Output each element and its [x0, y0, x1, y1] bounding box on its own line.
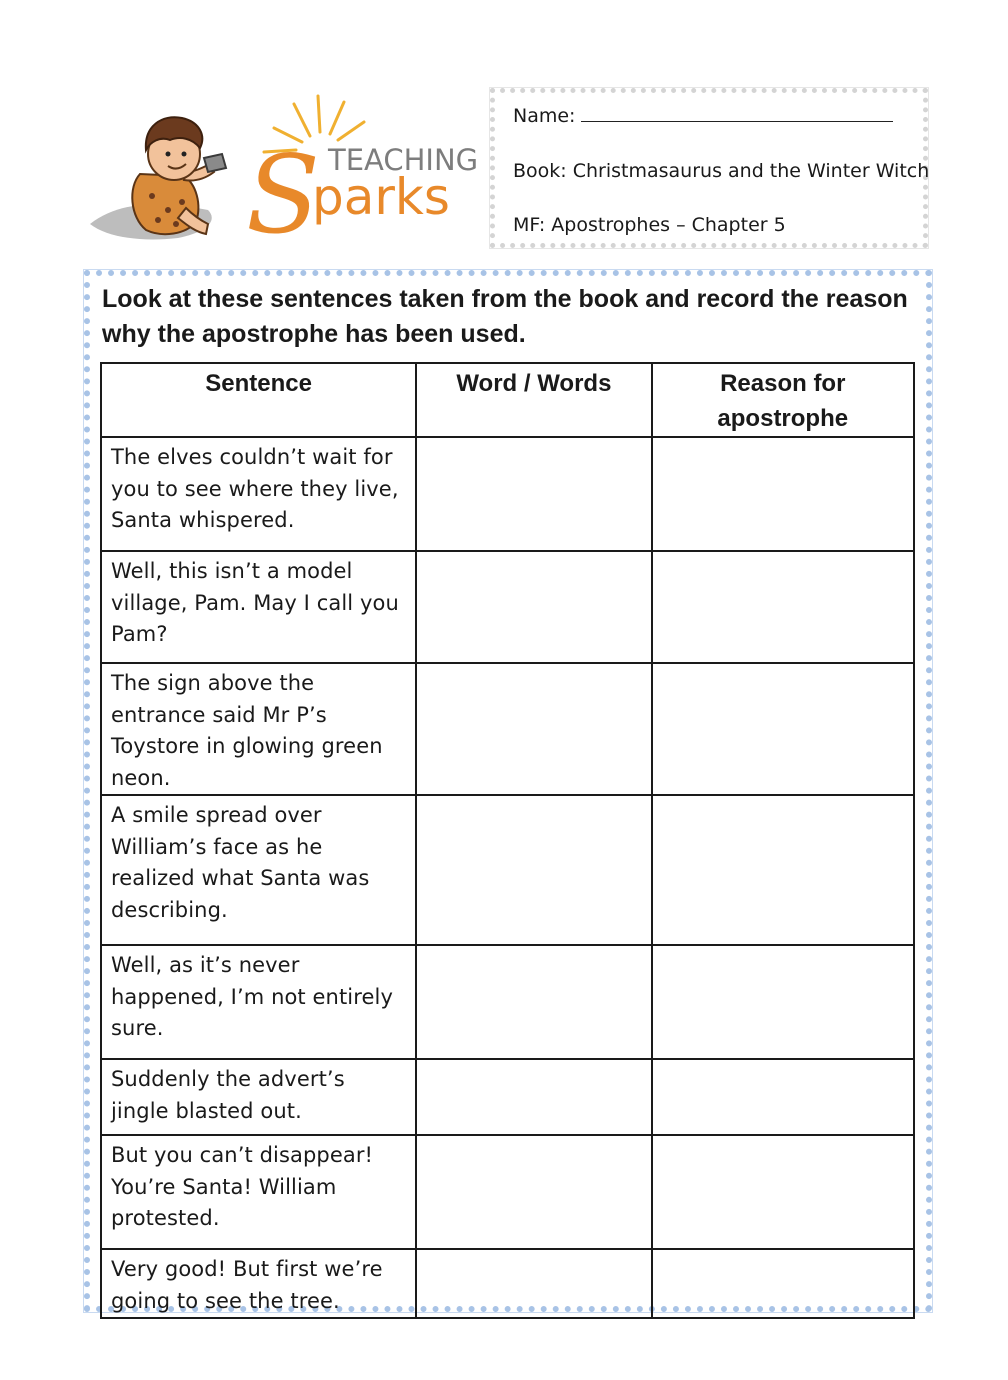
- sentence-cell: Very good! But first we’re going to see the tree.: [101, 1249, 416, 1318]
- reason-answer-cell[interactable]: [652, 437, 914, 551]
- words-answer-cell[interactable]: [416, 1059, 651, 1135]
- reason-answer-cell[interactable]: [652, 663, 914, 795]
- apostrophe-table: [100, 362, 915, 1319]
- words-answer-cell[interactable]: [416, 663, 651, 795]
- reason-answer-cell[interactable]: [652, 1059, 914, 1135]
- sentence-cell: Well, as it’s never happened, I’m not entirely sure.: [101, 945, 416, 1059]
- sentence-cell: The sign above the entrance said Mr P’s Toystore in glowing green neon.: [101, 663, 416, 795]
- teaching-sparks-logo: [88, 92, 480, 252]
- reason-answer-cell[interactable]: [652, 945, 914, 1059]
- words-answer-cell[interactable]: [416, 795, 651, 945]
- sentence-cell: But you can’t disappear! You’re Santa! William protested.: [101, 1135, 416, 1249]
- student-info-box: [490, 88, 928, 248]
- reason-answer-cell[interactable]: [652, 1135, 914, 1249]
- logo-sparks-s: S: [246, 133, 320, 252]
- reason-answer-cell[interactable]: [652, 1249, 914, 1318]
- reason-answer-cell[interactable]: [652, 551, 914, 663]
- words-answer-cell[interactable]: [416, 1135, 651, 1249]
- table-row: [101, 945, 914, 1059]
- words-answer-cell[interactable]: [416, 945, 651, 1059]
- name-label: Name:: [513, 105, 576, 127]
- table-row: [101, 551, 914, 663]
- focus-topic: MF: Apostrophes – Chapter 5: [513, 214, 786, 236]
- table-row: [101, 663, 914, 795]
- table-row: [101, 795, 914, 945]
- column-header-words: Word / Words: [416, 363, 651, 437]
- words-answer-cell[interactable]: [416, 551, 651, 663]
- sentence-cell: A smile spread over William’s face as he realized what Santa was describing.: [101, 795, 416, 945]
- table-row: [101, 1135, 914, 1249]
- table-row: [101, 1249, 914, 1318]
- words-answer-cell[interactable]: [416, 1249, 651, 1318]
- words-answer-cell[interactable]: [416, 437, 651, 551]
- sentence-cell: Suddenly the advert’s jingle blasted out.: [101, 1059, 416, 1135]
- sentence-cell: The elves couldn’t wait for you to see where they live, Santa whispered.: [101, 437, 416, 551]
- book-title: Book: Christmasaurus and the Winter Witch: [513, 160, 930, 182]
- instructions-text: Look at these sentences taken from the book and record the reason why the apostrophe has been used.: [102, 285, 908, 348]
- logo-sparks-text: parks: [312, 168, 450, 226]
- reason-answer-cell[interactable]: [652, 795, 914, 945]
- column-header-sentence: Sentence: [101, 363, 416, 437]
- sentence-cell: Well, this isn’t a model village, Pam. May I call you Pam?: [101, 551, 416, 663]
- caveboy-logo-icon: [88, 92, 480, 252]
- table-row: [101, 437, 914, 551]
- column-header-reason: Reason for apostrophe: [652, 363, 914, 437]
- table-header-row: [101, 363, 914, 437]
- logo-teaching-text: TEACHING: [328, 143, 479, 177]
- name-field[interactable]: [513, 105, 893, 127]
- name-blank-line[interactable]: [581, 105, 893, 122]
- table-row: [101, 1059, 914, 1135]
